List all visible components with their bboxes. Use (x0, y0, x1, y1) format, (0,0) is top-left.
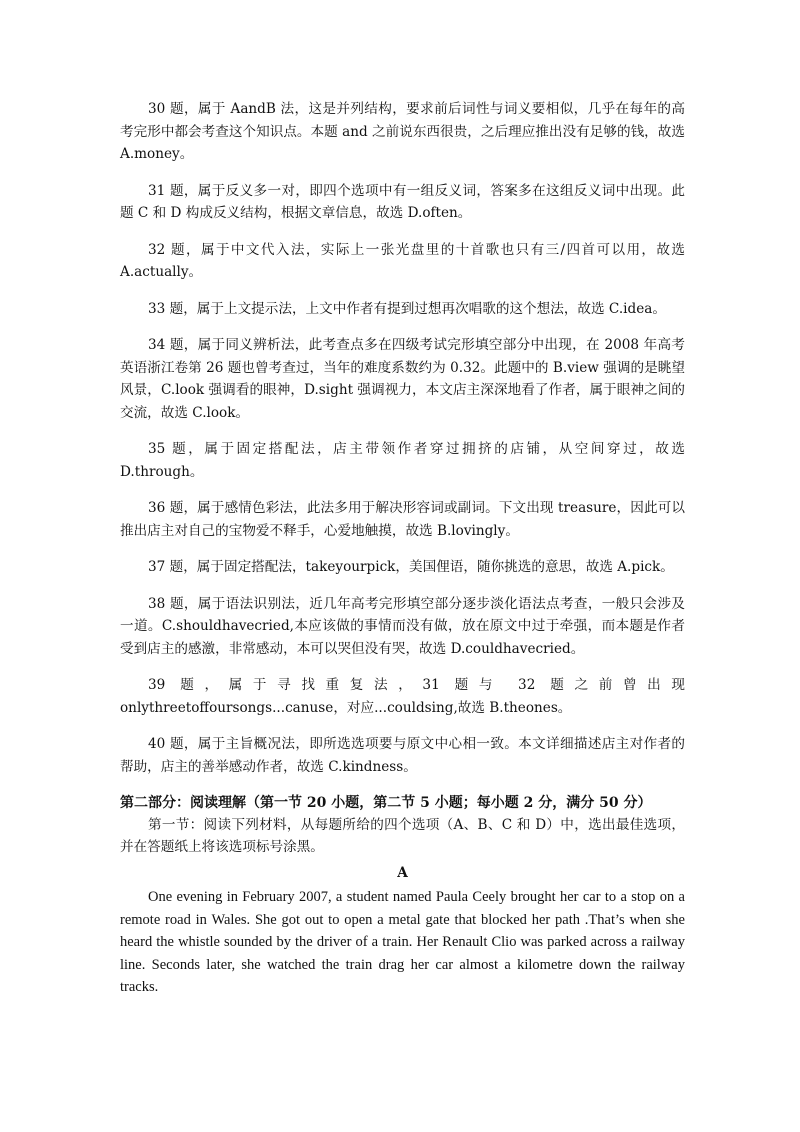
explanation-31: 31 题，属于反义多一对，即四个选项中有一组反义词，答案多在这组反义词中出现。此题 C 和 D 构成反义结构，根据文章信息，故选 D.often。 (120, 182, 685, 221)
explanation-37: 37 题，属于固定搭配法，takeyourpick，美国俚语，随你挑选的意思，故选 A.pick。 (148, 559, 674, 575)
page-content (120, 98, 685, 999)
explanation-36: 36 题，属于感情色彩法，此法多用于解决形容词或副词。下文出现 treasure，因此可以推出店主对自己的宝物爱不释手，心爱地触摸，故选 B.lovingly。 (120, 500, 685, 539)
explanation-30: 30 题，属于 AandB 法，这是并列结构，要求前后词性与词义要相似，几乎在每年的高考完形中都会考查这个知识点。本题 and 之前说东西很贵，之后理应推出没有足够的钱，故选 A.money。 (120, 101, 685, 162)
explanation-38: 38 题，属于语法识别法，近几年高考完形填空部分逐步淡化语法点考查，一般只会涉及一道。C.shouldhavecried,本应该做的事情而没有做，放在原文中过于牵强，而本题是作者受到店主的感激，非常感动，本可以哭但没有哭，故选 D.couldhavecried。 (120, 595, 685, 657)
explanation-34: 34 题，属于同义辨析法，此考查点多在四级考试完形填空部分中出现，在 2008 年高考英语浙江卷第 26 题也曾考查过，当年的难度系数约为 0.32。此题中的 B.view 强调的是眺望风景，C.look 强调看的眼神，D.sight 强调视力，本文店主深深地看了作者，属于眼神之间的交流，故选 C.look。 (120, 337, 685, 421)
explanation-33: 33 题，属于上文提示法，上文中作者有提到过想再次唱歌的这个想法，故选 C.idea。 (148, 300, 666, 317)
section-title: 第二部分：阅读理解（第一节 20 小题，第二节 5 小题；每小题 2 分，满分 50 分） (120, 795, 652, 811)
explanation-40: 40 题，属于主旨概况法，即所选选项要与原文中心相一致。本文详细描述店主对作者的帮助，店主的善举感动作者，故选 C.kindness。 (120, 736, 685, 775)
passage-label: A (397, 865, 408, 881)
explanation-32: 32 题，属于中文代入法，实际上一张光盘里的十首歌也只有三/四首可以用，故选 A.actually。 (120, 241, 685, 280)
explanation-39: 39 题，属于寻找重复法，31 题与 32 题之前曾出现 onlythreetoffoursongs...canuse，对应...couldsing,故选 B.theones。 (120, 677, 685, 716)
explanation-35: 35 题，属于固定搭配法，店主带领作者穿过拥挤的店铺，从空间穿过，故选 D.through。 (120, 441, 685, 480)
passage-paragraph-1: One evening in February 2007, a student named Paula Ceely brought her car to a stop on a remote road in Wales. She got out to open a metal gate that blocked her path .That’s when she heard the whistle sounded by the driver of a train. Her Renault Clio was parked across a railway line. Seconds later, she watched the train drag her car almost a kilometre down the railway tracks. (120, 889, 685, 995)
section-instruction: 第一节：阅读下列材料，从每题所给的四个选项（A、B、C 和 D）中，选出最佳选项，并在答题纸上将该选项标号涂黑。 (120, 817, 685, 855)
